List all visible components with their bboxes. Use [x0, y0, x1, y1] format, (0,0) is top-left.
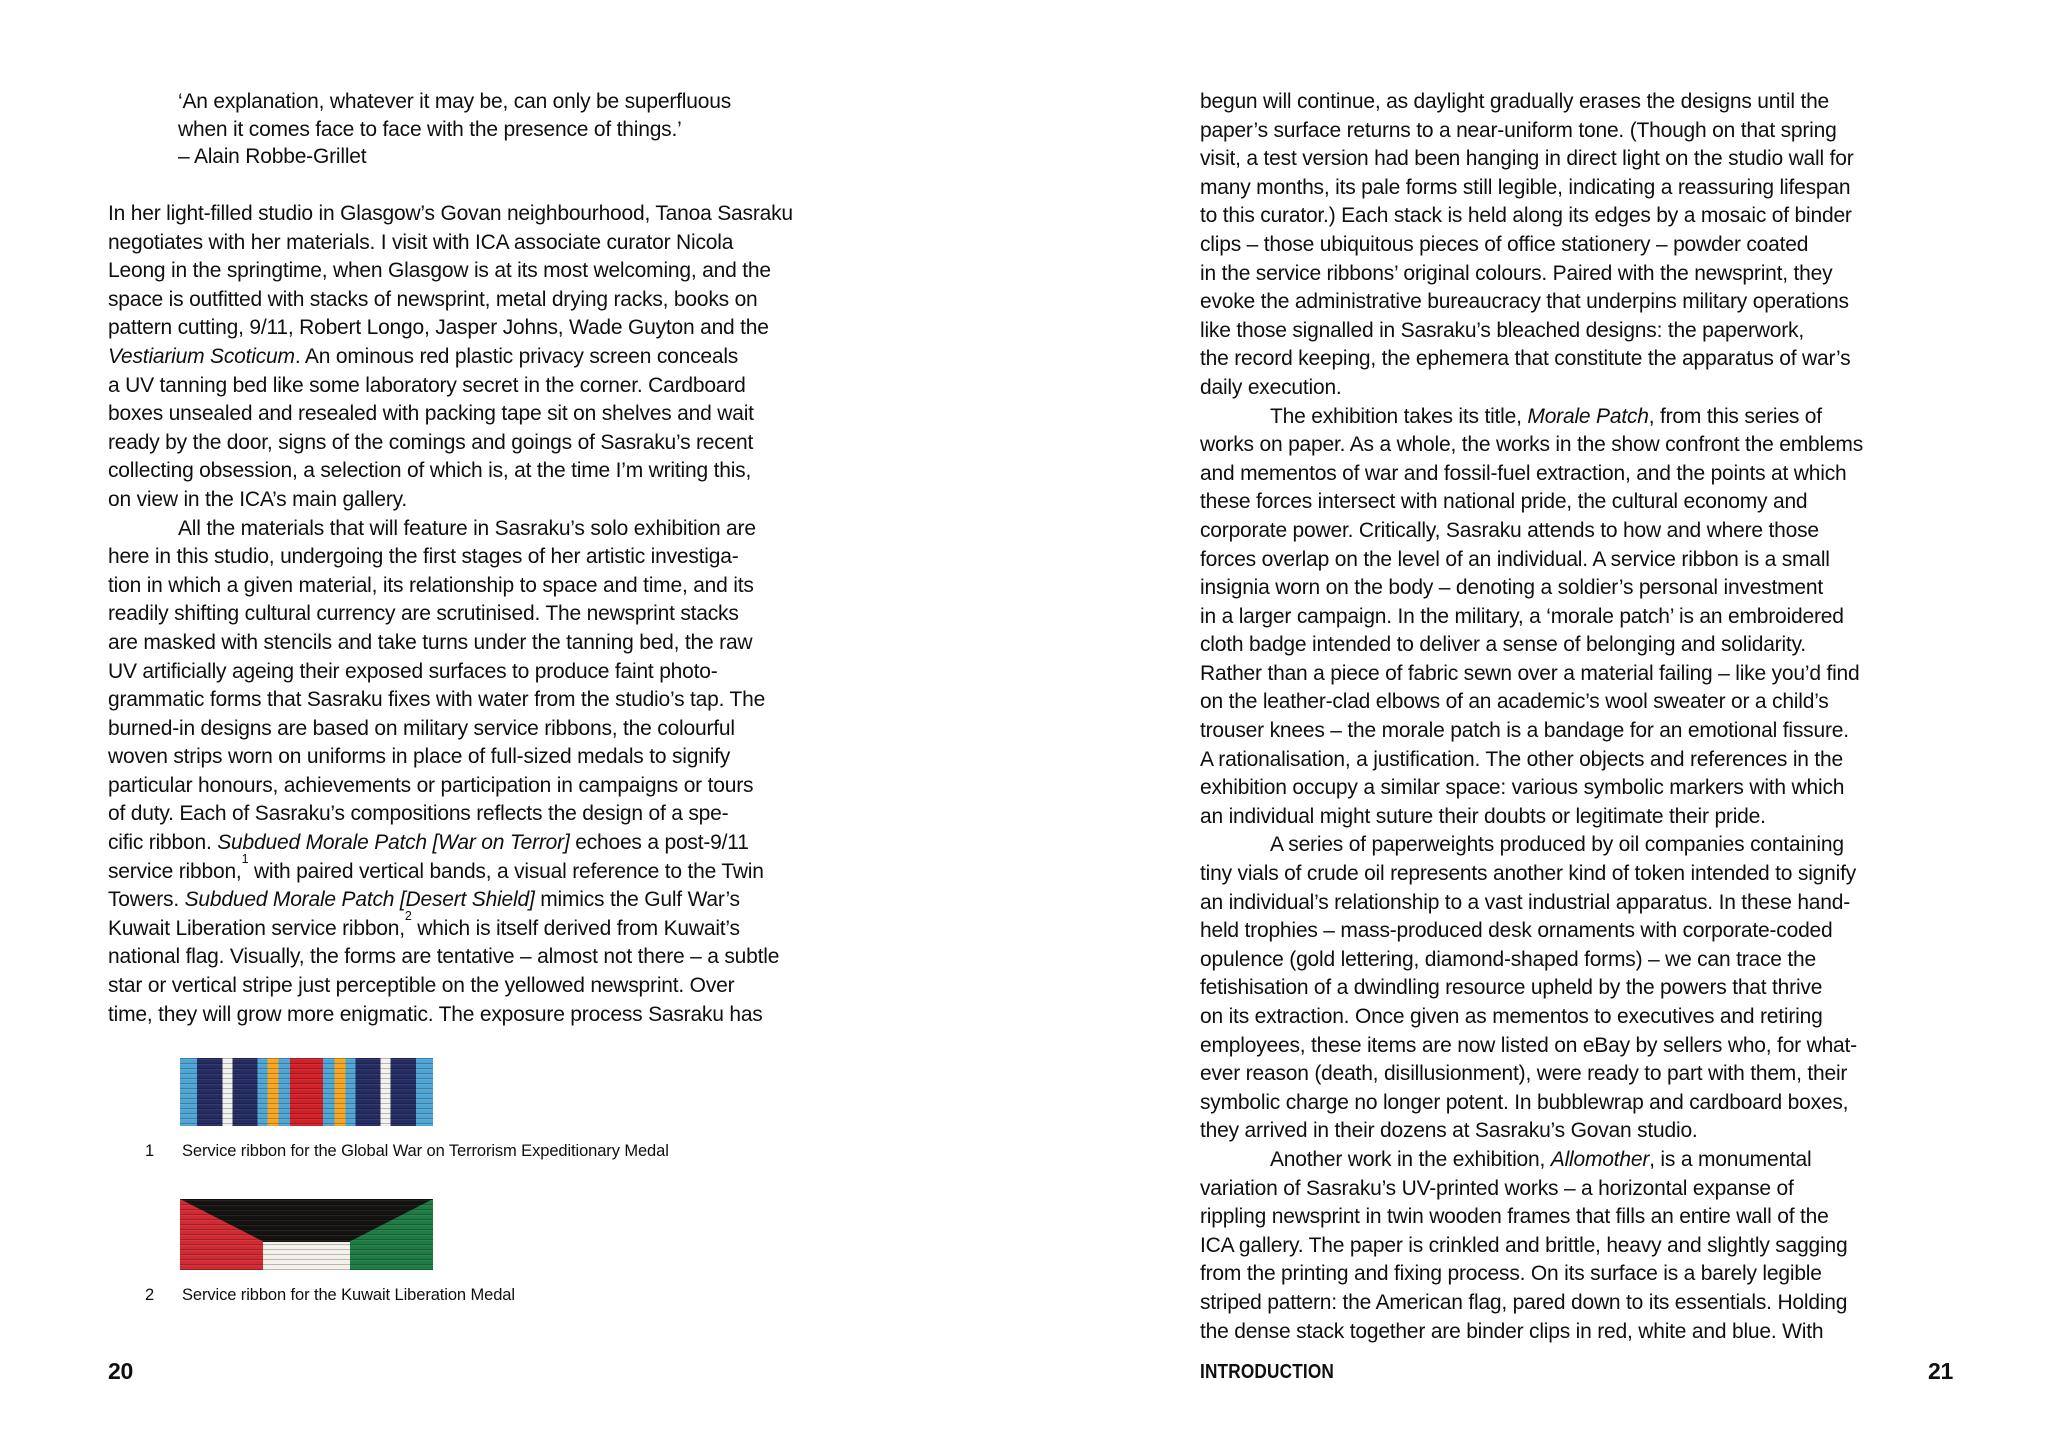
text-line: fetishisation of a dwindling resource upheld by the powers that thrive	[1200, 976, 1823, 1000]
text-line: A series of paperweights produced by oil companies containing	[1270, 833, 1844, 857]
text-line: they arrived in their dozens at Sasraku’s Govan studio.	[1200, 1119, 1698, 1143]
text-line: works on paper. As a whole, the works in the show confront the emblems	[1200, 433, 1864, 457]
text-line: the record keeping, the ephemera that constitute the apparatus of war’s	[1200, 347, 1851, 371]
text-line: A rationalisation, a justification. The other objects and references in the	[1200, 747, 1844, 771]
text-line: Leong in the springtime, when Glasgow is at its most welcoming, and the	[108, 259, 771, 283]
right-body-text	[1200, 88, 1975, 1346]
kuwait-liberation-ribbon-image	[180, 1199, 433, 1270]
text-line: Kuwait Liberation service ribbon,$^2$ which is itself derived from Kuwait’s	[108, 909, 740, 940]
figure-caption	[145, 1141, 805, 1161]
text-line: ever reason (death, disillusionment), were ready to part with them, their	[1200, 1062, 1848, 1086]
text-line: cific ribbon. Subdued Morale Patch [War on Terror] echoes a post-9/11	[108, 831, 749, 855]
text-line: of duty. Each of Sasraku’s compositions reflects the design of a spe-	[108, 802, 729, 826]
paragraph	[1200, 1146, 1975, 1346]
text-line: tiny vials of crude oil represents another kind of token intended to signify	[1200, 862, 1857, 886]
text-line: exhibition occupy a similar space: various symbolic markers with which	[1200, 776, 1845, 800]
text-line: and mementos of war and fossil-fuel extraction, and the points at which	[1200, 461, 1847, 485]
text-line: clips – those ubiquitous pieces of office stationery – powder coated	[1200, 232, 1809, 256]
text-line: cloth badge intended to deliver a sense of belonging and solidarity.	[1200, 633, 1806, 657]
text-line: in a larger campaign. In the military, a ‘morale patch’ is an embroidered	[1200, 604, 1844, 628]
footnote-number: 1	[145, 1142, 155, 1160]
paragraph	[1200, 831, 1975, 1146]
text-line: Another work in the exhibition, Allomother, is a monumental	[1270, 1147, 1812, 1171]
page-number-right: 21	[1928, 1358, 1953, 1384]
text-line: striped pattern: the American flag, pared down to its essentials. Holding	[1200, 1290, 1848, 1314]
epigraph-quote	[178, 88, 731, 171]
text-line: begun will continue, as daylight gradually erases the designs until the	[1200, 90, 1830, 113]
text-line: paper’s surface returns to a near-uniform tone. (Though on that spring	[1200, 118, 1837, 142]
text-line: Vestiarium Scoticum. An ominous red plastic privacy screen conceals	[108, 344, 739, 368]
text-line: in the service ribbons’ original colours. Paired with the newsprint, they	[1200, 261, 1833, 285]
quote-line: when it comes face to face with the presence of things.’	[178, 117, 682, 141]
text-line: visit, a test version had been hanging in direct light on the studio wall for	[1200, 147, 1854, 171]
section-label: INTRODUCTION	[1200, 1360, 1335, 1383]
text-line: national flag. Visually, the forms are tentative – almost not there – a subtle	[108, 945, 780, 969]
text-line: pattern cutting, 9/11, Robert Longo, Jasper Johns, Wade Guyton and the	[108, 316, 769, 340]
text-line: Rather than a piece of fabric sewn over a material failing – like you’d find	[1200, 661, 1860, 685]
text-line: symbolic charge no longer potent. In bubblewrap and cardboard boxes,	[1200, 1090, 1849, 1114]
left-body-text	[108, 200, 883, 1029]
text-line: insignia worn on the body – denoting a soldier’s personal investment	[1200, 576, 1824, 600]
text-line: UV artificially ageing their exposed surfaces to produce faint photo-	[108, 659, 718, 683]
text-line: the dense stack together are binder clips in red, white and blue. With	[1200, 1319, 1824, 1343]
text-line: forces overlap on the level of an individual. A service ribbon is a small	[1200, 547, 1830, 571]
text-line: evoke the administrative bureaucracy that underpins military operations	[1200, 290, 1849, 314]
text-line: on view in the ICA’s main gallery.	[108, 487, 408, 511]
text-line: variation of Sasraku’s UV-printed works – a horizontal expanse of	[1200, 1176, 1794, 1200]
text-line: All the materials that will feature in Sasraku’s solo exhibition are	[178, 516, 756, 540]
text-line: held trophies – mass-produced desk ornaments with corporate-coded	[1200, 919, 1833, 943]
text-line: woven strips worn on uniforms in place of full-sized medals to signify	[108, 745, 731, 769]
text-line: these forces intersect with national pride, the cultural economy and	[1200, 490, 1808, 514]
text-line: daily execution.	[1200, 375, 1342, 399]
text-line: trouser knees – the morale patch is a bandage for an emotional fissure.	[1200, 719, 1849, 743]
text-line: to this curator.) Each stack is held along its edges by a mosaic of binder	[1200, 204, 1852, 228]
text-line: many months, its pale forms still legible, indicating a reassuring lifespan	[1200, 175, 1851, 199]
text-line: collecting obsession, a selection of which is, at the time I’m writing this,	[108, 459, 752, 483]
figure-kuwait-ribbon	[145, 1199, 805, 1305]
text-line: negotiates with her materials. I visit with ICA associate curator Nicola	[108, 230, 734, 254]
quote-line: ‘An explanation, whatever it may be, can only be superfluous	[178, 90, 732, 113]
text-line: on the leather-clad elbows of an academic’s wool sweater or a child’s	[1200, 690, 1829, 714]
paragraph	[1200, 403, 1975, 832]
text-line: tion in which a given material, its relationship to space and time, and its	[108, 573, 754, 597]
text-line: grammatic forms that Sasraku fixes with water from the studio’s tap. The	[108, 688, 766, 712]
ribbon-weave-texture	[180, 1199, 433, 1270]
text-line: employees, these items are now listed on eBay by sellers who, for what-	[1200, 1033, 1857, 1057]
text-line: In her light-filled studio in Glasgow’s Govan neighbourhood, Tanoa Sasraku	[108, 202, 793, 225]
text-line: ICA gallery. The paper is crinkled and brittle, heavy and slightly sagging	[1200, 1233, 1848, 1257]
caption-text: Service ribbon for the Global War on Terrorism Expeditionary Medal	[182, 1142, 669, 1160]
gwot-expeditionary-ribbon-image	[180, 1058, 433, 1126]
text-line: corporate power. Critically, Sasraku attends to how and where those	[1200, 518, 1819, 542]
text-line: star or vertical stripe just perceptible on the yellowed newsprint. Over	[108, 974, 735, 998]
ribbon-weave-texture	[180, 1058, 433, 1126]
text-line: an individual’s relationship to a vast industrial apparatus. In these hand-	[1200, 890, 1851, 914]
paragraph	[1200, 88, 1975, 403]
page-number-left: 20	[108, 1358, 133, 1384]
text-line: ready by the door, signs of the comings and goings of Sasraku’s recent	[108, 430, 754, 454]
caption-text: Service ribbon for the Kuwait Liberation Medal	[182, 1286, 515, 1304]
text-line: a UV tanning bed like some laboratory secret in the corner. Cardboard	[108, 373, 746, 397]
text-line: boxes unsealed and resealed with packing tape sit on shelves and wait	[108, 402, 754, 426]
text-line: an individual might suture their doubts or legitimate their pride.	[1200, 804, 1766, 828]
text-line: Towers. Subdued Morale Patch [Desert Shield] mimics the Gulf War’s	[108, 888, 740, 912]
text-line: are masked with stencils and take turns under the tanning bed, the raw	[108, 630, 753, 654]
text-line: particular honours, achievements or participation in campaigns or tours	[108, 773, 754, 797]
text-line: space is outfitted with stacks of newsprint, metal drying racks, books on	[108, 287, 758, 311]
text-line: burned-in designs are based on military service ribbons, the colourful	[108, 716, 735, 740]
quote-attribution: – Alain Robbe-Grillet	[178, 145, 367, 169]
text-line: time, they will grow more enigmatic. The exposure process Sasraku has	[108, 1002, 763, 1026]
text-line: like those signalled in Sasraku’s bleached designs: the paperwork,	[1200, 318, 1804, 342]
figure-caption	[145, 1285, 805, 1305]
page-right	[1024, 0, 2048, 1446]
text-line: The exhibition takes its title, Morale Patch, from this series of	[1270, 404, 1822, 428]
figure-gwot-ribbon	[145, 1058, 805, 1161]
text-line: opulence (gold lettering, diamond-shaped forms) – we can trace the	[1200, 947, 1816, 971]
text-line: on its extraction. Once given as mementos to executives and retiring	[1200, 1005, 1823, 1028]
text-line: here in this studio, undergoing the first stages of her artistic investiga-	[108, 545, 739, 569]
text-line: from the printing and fixing process. On its surface is a barely legible	[1200, 1262, 1822, 1286]
text-line: readily shifting cultural currency are scrutinised. The newsprint stacks	[108, 602, 739, 626]
paragraph	[108, 515, 883, 1030]
text-line: service ribbon,$^1$ with paired vertical bands, a visual reference to the Twin	[108, 852, 764, 883]
text-line: rippling newsprint in twin wooden frames that fills an entire wall of the	[1200, 1205, 1829, 1229]
paragraph	[108, 200, 883, 515]
footnote-number: 2	[145, 1286, 155, 1304]
